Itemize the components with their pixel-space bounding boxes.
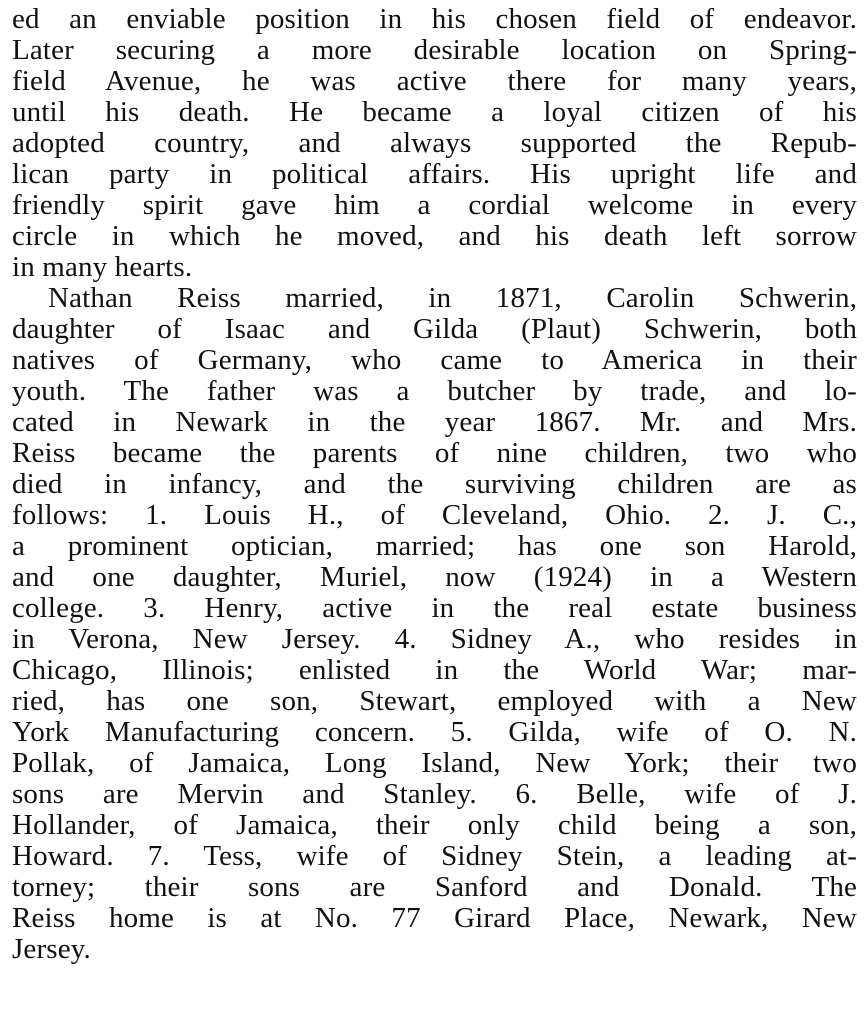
text-line: ried, has one son, Stewart, employed with a New [12, 685, 857, 717]
text-line: friendly spirit gave him a cordial welcome in every [12, 189, 857, 221]
text-line: Nathan Reiss married, in 1871, Carolin Schwerin, [48, 282, 857, 314]
text-line: Jersey. [12, 933, 91, 965]
text-line: in Verona, New Jersey. 4. Sidney A., who resides in [12, 623, 857, 655]
text-line: Reiss became the parents of nine children, two who [12, 437, 857, 469]
paragraph-2 [12, 283, 857, 965]
text-line: daughter of Isaac and Gilda (Plaut) Schwerin, both [12, 313, 857, 345]
text-line: Reiss home is at No. 77 Girard Place, Newark, New [12, 902, 857, 934]
text-line: Hollander, of Jamaica, their only child being a son, [12, 809, 857, 841]
paragraph-1 [12, 4, 857, 283]
text-line: adopted country, and always supported the Repub- [12, 127, 857, 159]
text-line: Chicago, Illinois; enlisted in the World War; mar- [12, 654, 857, 686]
text-line: natives of Germany, who came to America in their [12, 344, 857, 376]
text-line: Later securing a more desirable location on Spring- [12, 34, 857, 66]
text-line: follows: 1. Louis H., of Cleveland, Ohio. 2. J. C., [12, 499, 857, 531]
text-line: college. 3. Henry, active in the real estate business [12, 592, 857, 624]
text-line: died in infancy, and the surviving children are as [12, 468, 857, 500]
text-line: York Manufacturing concern. 5. Gilda, wife of O. N. [12, 716, 857, 748]
text-line: field Avenue, he was active there for many years, [12, 65, 857, 97]
text-line: ed an enviable position in his chosen field of endeavor. [12, 3, 857, 35]
text-line: a prominent optician, married; has one son Harold, [12, 530, 857, 562]
text-line: sons are Mervin and Stanley. 6. Belle, wife of J. [12, 778, 857, 810]
text-line: lican party in political affairs. His upright life and [12, 158, 857, 190]
text-line: torney; their sons are Sanford and Donald. The [12, 871, 857, 903]
text-line: in many hearts. [12, 251, 193, 283]
text-line: until his death. He became a loyal citizen of his [12, 96, 857, 128]
text-line: cated in Newark in the year 1867. Mr. and Mrs. [12, 406, 857, 438]
text-line: and one daughter, Muriel, now (1924) in a Western [12, 561, 857, 593]
text-line: Pollak, of Jamaica, Long Island, New York; their two [12, 747, 857, 779]
text-line: youth. The father was a butcher by trade, and lo- [12, 375, 857, 407]
text-line: circle in which he moved, and his death left sorrow [12, 220, 857, 252]
text-line: Howard. 7. Tess, wife of Sidney Stein, a leading at- [12, 840, 857, 872]
